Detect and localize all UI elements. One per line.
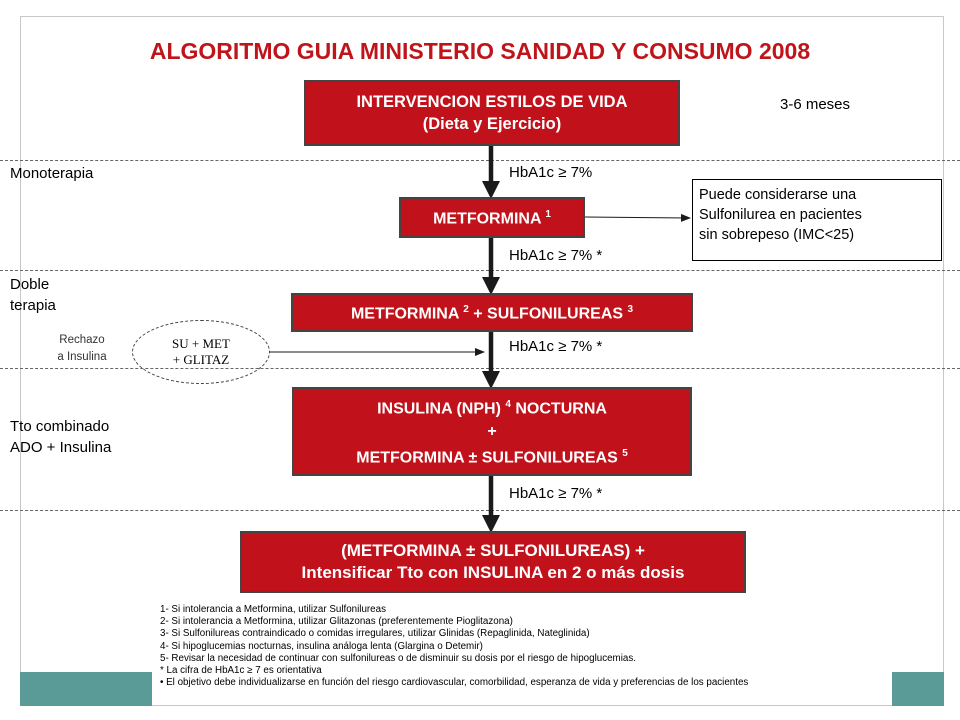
footnotes: [160, 604, 900, 689]
box-metformina-sulfonilureas: METFORMINA $^2$ + SULFONILUREAS $^3$: [291, 293, 693, 332]
box-metformina: METFORMINA $^1$: [399, 197, 585, 238]
footnote: * La cifra de HbA1c ≥ 7 es orientativa: [160, 665, 322, 677]
stage-label-doble-terapia: Doble terapia: [10, 276, 56, 314]
box-insulina-nocturna: INSULINA (NPH) $^4$ NOCTURNA + METFORMINA ± SULFONILUREAS $^5$: [292, 387, 692, 476]
hba1c-label-3: HbA1c ≥ 7% *: [509, 338, 603, 355]
page-title: ALGORITMO GUIA MINISTERIO SANIDAD Y CONSUMO 2008: [149, 38, 811, 64]
su-met-glitaz-ellipse: SU + MET + GLITAZ: [132, 320, 270, 384]
arrow-metformina-to-note: [585, 217, 690, 218]
stage-label-tto-combinado: Tto combinado ADO + Insulina: [10, 418, 112, 456]
footnote: 5- Revisar la necesidad de continuar con sulfonilureas o de disminuir su dosis por el riesgo de hipoglucemias.: [160, 652, 636, 664]
footnote: 1- Si intolerancia a Metformina, utilizar Sulfonilureas: [160, 604, 386, 615]
footnote: 2- Si intolerancia a Metformina, utilizar Glitazonas (preferentemente Pioglitazona): [160, 616, 513, 628]
rechazo-insulina-label: Rechazo a Insulina: [57, 334, 107, 363]
hba1c-label-4: HbA1c ≥ 7% *: [509, 485, 603, 502]
footnote: • El objetivo debe individualizarse en función del riesgo cardiovascular, comorbilidad, esperanza de vida y preferencias de los pacientes: [160, 677, 749, 689]
sulfonilurea-note: Puede considerarse una Sulfonilurea en pacientes sin sobrepeso (IMC<25): [692, 179, 942, 261]
stage-label-monoterapia: Monoterapia: [10, 165, 94, 182]
footnote: 4- Si hipoglucemias nocturnas, insulina análoga lenta (Glargina o Detemir): [160, 640, 483, 652]
time-label: 3-6 meses: [780, 96, 851, 113]
box-lifestyle: INTERVENCION ESTILOS DE VIDA (Dieta y Ejercicio): [304, 80, 680, 146]
footnote: 3- Si Sulfonilureas contraindicado o comidas irregulares, utilizar Glinidas (Repaglinida, Nateglinida): [160, 628, 590, 640]
hba1c-label-2: HbA1c ≥ 7% *: [509, 247, 603, 264]
hba1c-label-1: HbA1c ≥ 7%: [509, 164, 593, 181]
box-intensificar-insulina: (METFORMINA ± SULFONILUREAS) + Intensificar Tto con INSULINA en 2 o más dosis: [240, 531, 746, 593]
